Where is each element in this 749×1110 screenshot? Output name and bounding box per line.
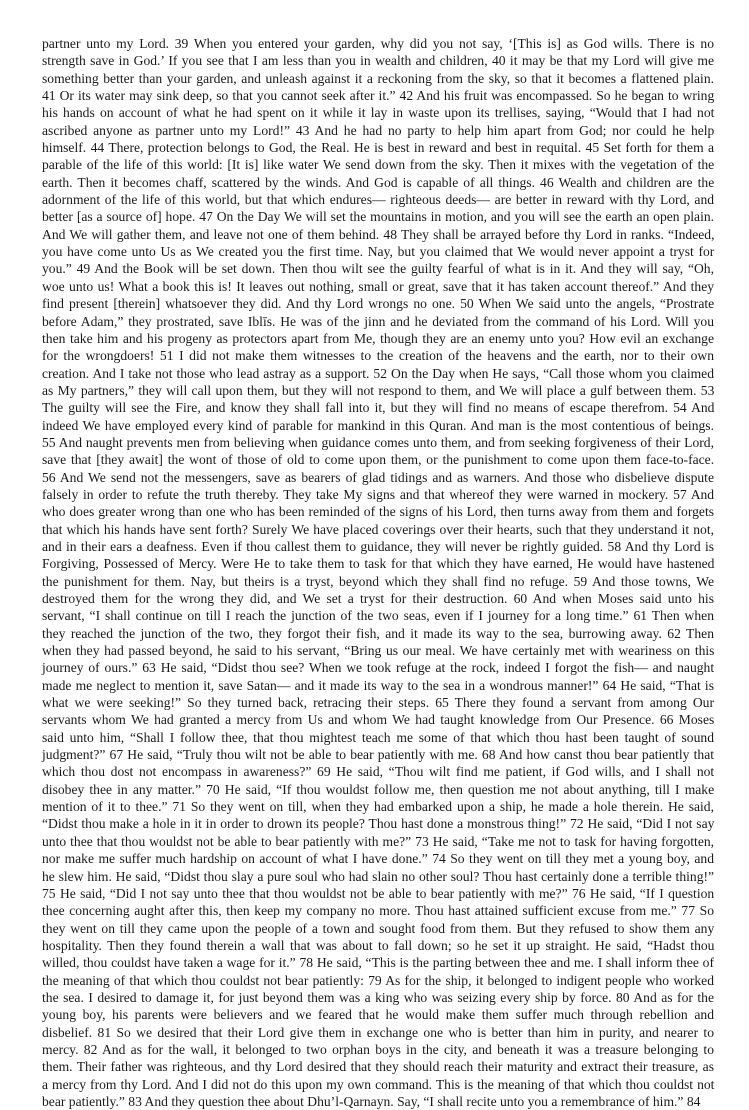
text-line: 41 Or its water may sink deep, so that you cannot seek after it.” 42 And his fruit was encompassed. So he began to wring <box>42 88 715 104</box>
text-line: what we were seeking!” So they turned back, retracing their steps. 65 There they found a servant from among Our <box>42 695 714 711</box>
text-line: bear patiently.” 83 And they question thee about Dhu’l-Qarnayn. Say, “I shall recite unto you a remembrance of him.” 84 <box>42 1093 701 1109</box>
text-line: when they had passed beyond, he said to his servant, “Bring us our meal. We have certainly met with weariness on this <box>42 643 715 659</box>
text-line: strength save in God.’ If you see that I am less than you in wealth and children, 40 it may be that my Lord will give me <box>42 53 714 69</box>
text-line: creation. And I take not those who lead astray as a support. 52 On the Day when He says, “Call those whom you claimed <box>42 365 714 381</box>
text-line: you.” 49 And the Book will be set down. Then thou wilt see the guilty fearful of what is in it. And they will say, “Oh, <box>42 261 714 277</box>
text-line: made me neglect to mention it, save Satan— and it made its way to the sea in a wondrous manner!” 64 He said, “That is <box>42 677 714 693</box>
text-line: 56 And We send not the messengers, save as bearers of glad tidings and as warners. And those who disbelieve dispute <box>42 469 714 485</box>
text-line: better [as a source of] hope. 47 On the Day We will set the mountains in motion, and you will see the earth an open plain. <box>42 209 715 225</box>
text-line: disobey thee in any matter.” 70 He said, “If thou wouldst follow me, then question me not about anything, till I make <box>42 781 715 797</box>
text-line: woe unto us! What a book this is! It leaves out nothing, small or great, save that it has taken account thereof.” And they <box>42 278 715 294</box>
text-line: “Didst thou make a hole in it in order to drown its people? Thou hast done a monstrous thing!” 72 He said, “Did I not say <box>42 816 715 832</box>
text-line: himself. 44 There, protection belongs to God, the Real. He is best in reward and best in requital. 45 Set forth for them a <box>42 140 715 156</box>
text-line: adornment of the life of this world, but that which endures— righteous deeds— are better in reward with thy Lord, and <box>42 192 715 208</box>
text-line: as My partners,” they will call upon them, but they will not respond to them, and We will place a gulf between them. 53 <box>42 382 715 398</box>
text-line: and in their ears a deafness. Even if thou callest them to guidance, they will never be rightly guided. 58 And thy Lord is <box>42 538 715 554</box>
text-line: the sea. I desired to damage it, for just beyond them was a king who was seizing every ship by force. 80 And as for the <box>42 989 714 1005</box>
text-line: indeed We have employed every kind of parable for mankind in this Quran. And man is the most contentious of beings. <box>42 417 714 433</box>
text-line: the meaning of that which thou couldst not bear patiently: 79 As for the ship, it belonged to indigent people who worked <box>42 972 714 988</box>
text-line: servants whom We had granted a mercy from Us and whom We had taught knowledge from Our Presence. 66 Moses <box>42 712 715 728</box>
text-line: 55 And naught prevents men from believing when guidance comes unto them, and from seeking forgiveness of their Lord, <box>42 434 714 450</box>
text-line: servant, “I shall continue on till I reach the junction of the two seas, even if I journey for a long time.” 61 Then when <box>42 608 714 624</box>
text-line: thee concerning aught after this, then keep my company no more. Thou hast attained sufficient excuse from me.” 77 So <box>42 903 714 919</box>
text-line: then take him and his progeny as protectors apart from Me, though they are an enemy unto you? How evil an exchange <box>42 330 714 346</box>
text-line: destroyed them for the wrong they did, and We set a tryst for their destruction. 60 And when Moses said unto his <box>42 591 714 606</box>
text-line: hospitality. Then they found therein a wall that was about to fall down; so he set it up straight. He said, “Hadst thou <box>42 937 715 953</box>
text-line: young boy, his parents were believers and we feared that he would make them suffer much through rebellion and <box>42 1007 714 1023</box>
text-line: who does greater wrong than one who has been reminded of the signs of his Lord, then turns away from them and forgets <box>42 504 715 520</box>
text-line: said unto him, “Shall I follow thee, that thou mightest teach me some of that which thou hast been taught of sound <box>42 729 714 745</box>
text-line: And We will gather them, and leave not one of them behind. 48 They shall be arrayed before thy Lord in ranks. “Indeed, <box>42 226 715 242</box>
body-text <box>42 35 714 1110</box>
text-line: unto thee that thou wouldst not be able to bear patiently with me?” 73 He said, “Take me not to task for having forgotten, <box>42 833 715 849</box>
text-line: mercy. 82 And as for the wall, it belonged to two orphan boys in the city, and beneath it was a treasure belonging to <box>42 1041 714 1057</box>
text-line: something better than your garden, and unleash against it a reckoning from the sky, so that it becomes a flattened plain. <box>42 70 715 86</box>
text-line: nor make me suffer much hardship on account of what I have done.” 74 So they went on till they met a young boy, and <box>42 851 714 867</box>
text-line: Forgiving, Possessed of Mercy. Were He to take them to task for that which they have earned, He would have hastened <box>42 556 715 572</box>
text-line: his hands on account of what he had spent on it while it lay in waste upon its trellises, saying, “Would that I had not <box>42 105 715 121</box>
text-line: for the wrongdoers! 51 I did not make them witnesses to the creation of the heavens and the earth, nor to their own <box>42 348 714 364</box>
text-line: find present [therein] whatsoever they did. And thy Lord wrongs no one. 50 When We said unto the angels, “Prostrate <box>42 296 715 312</box>
text-line: partner unto my Lord. 39 When you entered your garden, why did you not say, ‘[This is] as God wills. There is no <box>42 36 714 51</box>
text-line: he slew him. He said, “Didst thou slay a pure soul who had slain no other soul? Thou hast certainly done a terrible thing!” <box>42 868 715 884</box>
text-line: earth. Then it becomes chaff, scattered by the winds. And God is capable of all things. 46 Wealth and children are the <box>42 174 715 190</box>
text-line: judgment?” 67 He said, “Truly thou wilt not be able to bear patiently with me. 68 And how canst thou bear patiently that <box>42 747 714 763</box>
text-line: a mercy from thy Lord. And I did not do this upon my own command. This is the meaning of that which thou couldst not <box>42 1076 715 1092</box>
text-line: ascribed anyone as partner unto my Lord!” 43 And he had no party to help him apart from God; nor could he help <box>42 122 715 138</box>
text-line: that which his hands have sent forth? Surely We have placed coverings over their hearts, such that they understand it not, <box>42 521 714 537</box>
text-line: before Adam,” they prostrated, save Iblīs. He was of the jinn and he deviated from the command of his Lord. Will you <box>42 313 714 329</box>
text-line: falsely in order to refute the truth thereby. They take My signs and that whereof they were warned in mockery. 57 And <box>42 486 715 502</box>
text-line: disbelief. 81 So we desired that their Lord give them in exchange one who is better than him in purity, and nearer to <box>42 1024 714 1040</box>
text-line: save that [they await] the wont of those of old to come upon them, or the punishment to come upon them face-to-face. <box>42 452 715 468</box>
text-line: the punishment for them. Nay, but theirs is a tryst, beyond which they shall find no refuge. 59 And those towns, We <box>42 573 714 589</box>
text-line: which thou dost not encompass in awareness?” 69 He said, “Thou wilt find me patient, if God wills, and I shall not <box>42 764 715 780</box>
text-line: 75 He said, “Did I not say unto thee that thou wouldst not be able to bear patiently with me?” 76 He said, “If I question <box>42 885 715 901</box>
text-line: they went on till they came upon the people of a town and sought food from them. But they refused to show them any <box>42 920 715 936</box>
text-line: them. Their father was righteous, and thy Lord desired that they should reach their maturity and extract their treasure, as <box>42 1059 714 1075</box>
text-line: mention of it to thee.” 71 So they went on till, when they had embarked upon a ship, he made a hole therein. He said, <box>42 799 714 815</box>
text-line: willed, thou couldst have taken a wage for it.” 78 He said, “This is the parting between thee and me. I shall inform thee of <box>42 955 714 971</box>
text-line: journey of ours.” 63 He said, “Didst thou see? When we took refuge at the rock, indeed I forgot the fish— and naught <box>42 660 715 676</box>
text-line: you have come unto Us as We created you the first time. Nay, but you claimed that We would never appoint a tryst for <box>42 244 715 260</box>
text-line: The guilty will see the Fire, and know they shall fall into it, but they will find no means of escape therefrom. 54 And <box>42 400 715 416</box>
text-line: parable of the life of this world: [It is] like water We send down from the sky. Then it mixes with the vegetation of the <box>42 157 715 173</box>
text-line: they reached the junction of the two, they forgot their fish, and it made its way to the sea, burrowing away. 62 Then <box>42 625 714 641</box>
